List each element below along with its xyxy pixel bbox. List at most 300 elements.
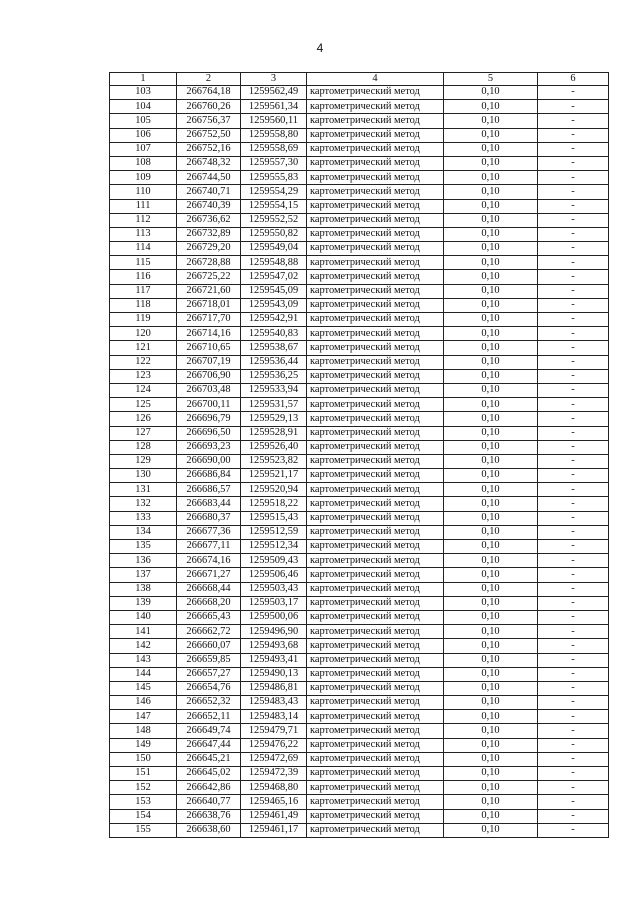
point-number-cell: 104 [110,100,177,114]
x-coordinate-cell: 266668,44 [177,582,241,596]
y-coordinate-cell: 1259500,06 [241,610,307,624]
point-number-cell: 152 [110,781,177,795]
notes-cell: - [538,213,609,227]
x-coordinate-cell: 266732,89 [177,227,241,241]
point-number-cell: 128 [110,440,177,454]
accuracy-cell: 0,10 [444,270,538,284]
accuracy-cell: 0,10 [444,752,538,766]
method-cell: картометрический метод [307,483,444,497]
point-number-cell: 146 [110,696,177,710]
method-cell: картометрический метод [307,469,444,483]
accuracy-cell: 0,10 [444,767,538,781]
accuracy-cell: 0,10 [444,710,538,724]
y-coordinate-cell: 1259552,52 [241,213,307,227]
method-cell: картометрический метод [307,383,444,397]
notes-cell: - [538,710,609,724]
method-cell: картометрический метод [307,823,444,837]
y-coordinate-cell: 1259520,94 [241,483,307,497]
table-row [110,128,609,142]
x-coordinate-cell: 266728,88 [177,256,241,270]
x-coordinate-cell: 266657,27 [177,667,241,681]
method-cell: картометрический метод [307,568,444,582]
point-number-cell: 123 [110,369,177,383]
notes-cell: - [538,568,609,582]
y-coordinate-cell: 1259536,25 [241,369,307,383]
x-coordinate-cell: 266647,44 [177,738,241,752]
accuracy-cell: 0,10 [444,355,538,369]
coordinates-table [109,72,609,838]
y-coordinate-cell: 1259558,80 [241,128,307,142]
notes-cell: - [538,398,609,412]
accuracy-cell: 0,10 [444,724,538,738]
header-cell-accuracy: 5 [444,73,538,86]
accuracy-cell: 0,10 [444,497,538,511]
notes-cell: - [538,738,609,752]
x-coordinate-cell: 266686,84 [177,469,241,483]
method-cell: картометрический метод [307,171,444,185]
notes-cell: - [538,156,609,170]
y-coordinate-cell: 1259483,43 [241,696,307,710]
point-number-cell: 132 [110,497,177,511]
notes-cell: - [538,171,609,185]
point-number-cell: 130 [110,469,177,483]
notes-cell: - [538,128,609,142]
method-cell: картометрический метод [307,341,444,355]
table-row [110,525,609,539]
x-coordinate-cell: 266686,57 [177,483,241,497]
y-coordinate-cell: 1259545,09 [241,284,307,298]
x-coordinate-cell: 266752,50 [177,128,241,142]
notes-cell: - [538,454,609,468]
method-cell: картометрический метод [307,355,444,369]
method-cell: картометрический метод [307,724,444,738]
notes-cell: - [538,596,609,610]
accuracy-cell: 0,10 [444,156,538,170]
x-coordinate-cell: 266760,26 [177,100,241,114]
accuracy-cell: 0,10 [444,369,538,383]
y-coordinate-cell: 1259472,69 [241,752,307,766]
method-cell: картометрический метод [307,327,444,341]
notes-cell: - [538,724,609,738]
accuracy-cell: 0,10 [444,298,538,312]
point-number-cell: 122 [110,355,177,369]
accuracy-cell: 0,10 [444,795,538,809]
y-coordinate-cell: 1259472,39 [241,767,307,781]
point-number-cell: 125 [110,398,177,412]
x-coordinate-cell: 266725,22 [177,270,241,284]
method-cell: картометрический метод [307,582,444,596]
point-number-cell: 149 [110,738,177,752]
notes-cell: - [538,781,609,795]
notes-cell: - [538,355,609,369]
point-number-cell: 144 [110,667,177,681]
notes-cell: - [538,653,609,667]
point-number-cell: 145 [110,681,177,695]
table-row [110,653,609,667]
accuracy-cell: 0,10 [444,398,538,412]
x-coordinate-cell: 266640,77 [177,795,241,809]
notes-cell: - [538,327,609,341]
y-coordinate-cell: 1259526,40 [241,440,307,454]
x-coordinate-cell: 266740,71 [177,185,241,199]
notes-cell: - [538,610,609,624]
notes-cell: - [538,270,609,284]
point-number-cell: 137 [110,568,177,582]
method-cell: картометрический метод [307,199,444,213]
table-row [110,185,609,199]
method-cell: картометрический метод [307,511,444,525]
table-row [110,497,609,511]
notes-cell: - [538,696,609,710]
x-coordinate-cell: 266652,32 [177,696,241,710]
notes-cell: - [538,511,609,525]
method-cell: картометрический метод [307,540,444,554]
point-number-cell: 116 [110,270,177,284]
table-row [110,724,609,738]
accuracy-cell: 0,10 [444,171,538,185]
table-row [110,752,609,766]
header-cell-method: 4 [307,73,444,86]
accuracy-cell: 0,10 [444,440,538,454]
table-row [110,156,609,170]
method-cell: картометрический метод [307,596,444,610]
table-row [110,142,609,156]
table-header [110,73,609,86]
method-cell: картометрический метод [307,667,444,681]
table-row [110,681,609,695]
table-row [110,369,609,383]
y-coordinate-cell: 1259531,57 [241,398,307,412]
notes-cell: - [538,483,609,497]
point-number-cell: 106 [110,128,177,142]
method-cell: картометрический метод [307,284,444,298]
y-coordinate-cell: 1259515,43 [241,511,307,525]
table-row [110,199,609,213]
accuracy-cell: 0,10 [444,199,538,213]
header-cell-x: 2 [177,73,241,86]
y-coordinate-cell: 1259548,88 [241,256,307,270]
method-cell: картометрический метод [307,213,444,227]
table-row [110,341,609,355]
point-number-cell: 107 [110,142,177,156]
y-coordinate-cell: 1259557,30 [241,156,307,170]
notes-cell: - [538,426,609,440]
notes-cell: - [538,639,609,653]
y-coordinate-cell: 1259503,17 [241,596,307,610]
table-body [110,86,609,838]
accuracy-cell: 0,10 [444,738,538,752]
y-coordinate-cell: 1259506,46 [241,568,307,582]
notes-cell: - [538,497,609,511]
table-row [110,781,609,795]
x-coordinate-cell: 266740,39 [177,199,241,213]
notes-cell: - [538,242,609,256]
x-coordinate-cell: 266700,11 [177,398,241,412]
table-row [110,284,609,298]
accuracy-cell: 0,10 [444,809,538,823]
accuracy-cell: 0,10 [444,639,538,653]
accuracy-cell: 0,10 [444,667,538,681]
accuracy-cell: 0,10 [444,596,538,610]
accuracy-cell: 0,10 [444,681,538,695]
method-cell: картометрический метод [307,156,444,170]
notes-cell: - [538,142,609,156]
point-number-cell: 111 [110,199,177,213]
method-cell: картометрический метод [307,809,444,823]
accuracy-cell: 0,10 [444,696,538,710]
method-cell: картометрический метод [307,625,444,639]
notes-cell: - [538,284,609,298]
method-cell: картометрический метод [307,369,444,383]
table-row [110,596,609,610]
method-cell: картометрический метод [307,313,444,327]
point-number-cell: 140 [110,610,177,624]
method-cell: картометрический метод [307,610,444,624]
y-coordinate-cell: 1259493,68 [241,639,307,653]
notes-cell: - [538,795,609,809]
notes-cell: - [538,681,609,695]
table-row [110,412,609,426]
notes-cell: - [538,667,609,681]
accuracy-cell: 0,10 [444,327,538,341]
x-coordinate-cell: 266649,74 [177,724,241,738]
notes-cell: - [538,298,609,312]
x-coordinate-cell: 266729,20 [177,242,241,256]
table-row [110,696,609,710]
x-coordinate-cell: 266756,37 [177,114,241,128]
point-number-cell: 131 [110,483,177,497]
header-cell-y: 3 [241,73,307,86]
x-coordinate-cell: 266710,65 [177,341,241,355]
point-number-cell: 135 [110,540,177,554]
y-coordinate-cell: 1259483,14 [241,710,307,724]
y-coordinate-cell: 1259549,04 [241,242,307,256]
method-cell: картометрический метод [307,227,444,241]
table-row [110,795,609,809]
point-number-cell: 134 [110,525,177,539]
table-row [110,327,609,341]
notes-cell: - [538,313,609,327]
accuracy-cell: 0,10 [444,284,538,298]
table-row [110,426,609,440]
table-row [110,298,609,312]
point-number-cell: 103 [110,86,177,100]
x-coordinate-cell: 266674,16 [177,554,241,568]
y-coordinate-cell: 1259521,17 [241,469,307,483]
table-row [110,454,609,468]
table-row [110,100,609,114]
x-coordinate-cell: 266668,20 [177,596,241,610]
accuracy-cell: 0,10 [444,582,538,596]
table-row [110,582,609,596]
notes-cell: - [538,256,609,270]
point-number-cell: 108 [110,156,177,170]
notes-cell: - [538,540,609,554]
accuracy-cell: 0,10 [444,341,538,355]
y-coordinate-cell: 1259465,16 [241,795,307,809]
table-row [110,809,609,823]
x-coordinate-cell: 266654,76 [177,681,241,695]
y-coordinate-cell: 1259542,91 [241,313,307,327]
point-number-cell: 110 [110,185,177,199]
point-number-cell: 127 [110,426,177,440]
notes-cell: - [538,114,609,128]
x-coordinate-cell: 266693,23 [177,440,241,454]
notes-cell: - [538,412,609,426]
accuracy-cell: 0,10 [444,213,538,227]
method-cell: картометрический метод [307,781,444,795]
accuracy-cell: 0,10 [444,227,538,241]
method-cell: картометрический метод [307,86,444,100]
accuracy-cell: 0,10 [444,142,538,156]
header-cell-notes: 6 [538,73,609,86]
y-coordinate-cell: 1259554,29 [241,185,307,199]
notes-cell: - [538,185,609,199]
method-cell: картометрический метод [307,710,444,724]
method-cell: картометрический метод [307,525,444,539]
x-coordinate-cell: 266660,07 [177,639,241,653]
table-row [110,227,609,241]
accuracy-cell: 0,10 [444,625,538,639]
method-cell: картометрический метод [307,752,444,766]
x-coordinate-cell: 266736,62 [177,213,241,227]
y-coordinate-cell: 1259538,67 [241,341,307,355]
method-cell: картометрический метод [307,767,444,781]
y-coordinate-cell: 1259518,22 [241,497,307,511]
point-number-cell: 105 [110,114,177,128]
table-row [110,114,609,128]
accuracy-cell: 0,10 [444,454,538,468]
accuracy-cell: 0,10 [444,525,538,539]
y-coordinate-cell: 1259554,15 [241,199,307,213]
x-coordinate-cell: 266707,19 [177,355,241,369]
accuracy-cell: 0,10 [444,86,538,100]
x-coordinate-cell: 266690,00 [177,454,241,468]
method-cell: картометрический метод [307,497,444,511]
x-coordinate-cell: 266696,50 [177,426,241,440]
page-number: 4 [316,41,324,55]
x-coordinate-cell: 266677,11 [177,540,241,554]
method-cell: картометрический метод [307,440,444,454]
point-number-cell: 115 [110,256,177,270]
point-number-cell: 154 [110,809,177,823]
x-coordinate-cell: 266752,16 [177,142,241,156]
y-coordinate-cell: 1259493,41 [241,653,307,667]
y-coordinate-cell: 1259561,34 [241,100,307,114]
accuracy-cell: 0,10 [444,568,538,582]
notes-cell: - [538,383,609,397]
table-row [110,610,609,624]
method-cell: картометрический метод [307,426,444,440]
x-coordinate-cell: 266662,72 [177,625,241,639]
accuracy-cell: 0,10 [444,100,538,114]
accuracy-cell: 0,10 [444,610,538,624]
y-coordinate-cell: 1259540,83 [241,327,307,341]
point-number-cell: 141 [110,625,177,639]
point-number-cell: 129 [110,454,177,468]
point-number-cell: 112 [110,213,177,227]
table-row [110,213,609,227]
y-coordinate-cell: 1259486,81 [241,681,307,695]
accuracy-cell: 0,10 [444,483,538,497]
method-cell: картометрический метод [307,681,444,695]
point-number-cell: 136 [110,554,177,568]
table-row [110,398,609,412]
x-coordinate-cell: 266721,60 [177,284,241,298]
point-number-cell: 148 [110,724,177,738]
x-coordinate-cell: 266659,85 [177,653,241,667]
notes-cell: - [538,767,609,781]
notes-cell: - [538,525,609,539]
method-cell: картометрический метод [307,795,444,809]
point-number-cell: 153 [110,795,177,809]
y-coordinate-cell: 1259468,80 [241,781,307,795]
notes-cell: - [538,809,609,823]
table-row [110,86,609,100]
x-coordinate-cell: 266642,86 [177,781,241,795]
accuracy-cell: 0,10 [444,781,538,795]
accuracy-cell: 0,10 [444,185,538,199]
y-coordinate-cell: 1259461,17 [241,823,307,837]
notes-cell: - [538,341,609,355]
table-row [110,568,609,582]
method-cell: картометрический метод [307,128,444,142]
notes-cell: - [538,227,609,241]
y-coordinate-cell: 1259503,43 [241,582,307,596]
table-row [110,313,609,327]
point-number-cell: 120 [110,327,177,341]
method-cell: картометрический метод [307,554,444,568]
table-row [110,625,609,639]
point-number-cell: 119 [110,313,177,327]
notes-cell: - [538,369,609,383]
accuracy-cell: 0,10 [444,128,538,142]
method-cell: картометрический метод [307,256,444,270]
method-cell: картометрический метод [307,454,444,468]
table-row [110,767,609,781]
notes-cell: - [538,582,609,596]
notes-cell: - [538,440,609,454]
table-row [110,469,609,483]
notes-cell: - [538,554,609,568]
point-number-cell: 121 [110,341,177,355]
notes-cell: - [538,469,609,483]
x-coordinate-cell: 266748,32 [177,156,241,170]
y-coordinate-cell: 1259512,59 [241,525,307,539]
table-row [110,823,609,837]
method-cell: картометрический метод [307,142,444,156]
y-coordinate-cell: 1259529,13 [241,412,307,426]
method-cell: картометрический метод [307,653,444,667]
accuracy-cell: 0,10 [444,554,538,568]
notes-cell: - [538,752,609,766]
method-cell: картометрический метод [307,639,444,653]
x-coordinate-cell: 266652,11 [177,710,241,724]
method-cell: картометрический метод [307,270,444,284]
y-coordinate-cell: 1259512,34 [241,540,307,554]
y-coordinate-cell: 1259496,90 [241,625,307,639]
accuracy-cell: 0,10 [444,383,538,397]
notes-cell: - [538,625,609,639]
header-cell-point-number: 1 [110,73,177,86]
y-coordinate-cell: 1259550,82 [241,227,307,241]
y-coordinate-cell: 1259490,13 [241,667,307,681]
x-coordinate-cell: 266645,21 [177,752,241,766]
point-number-cell: 118 [110,298,177,312]
x-coordinate-cell: 266638,60 [177,823,241,837]
table-row [110,440,609,454]
y-coordinate-cell: 1259509,43 [241,554,307,568]
